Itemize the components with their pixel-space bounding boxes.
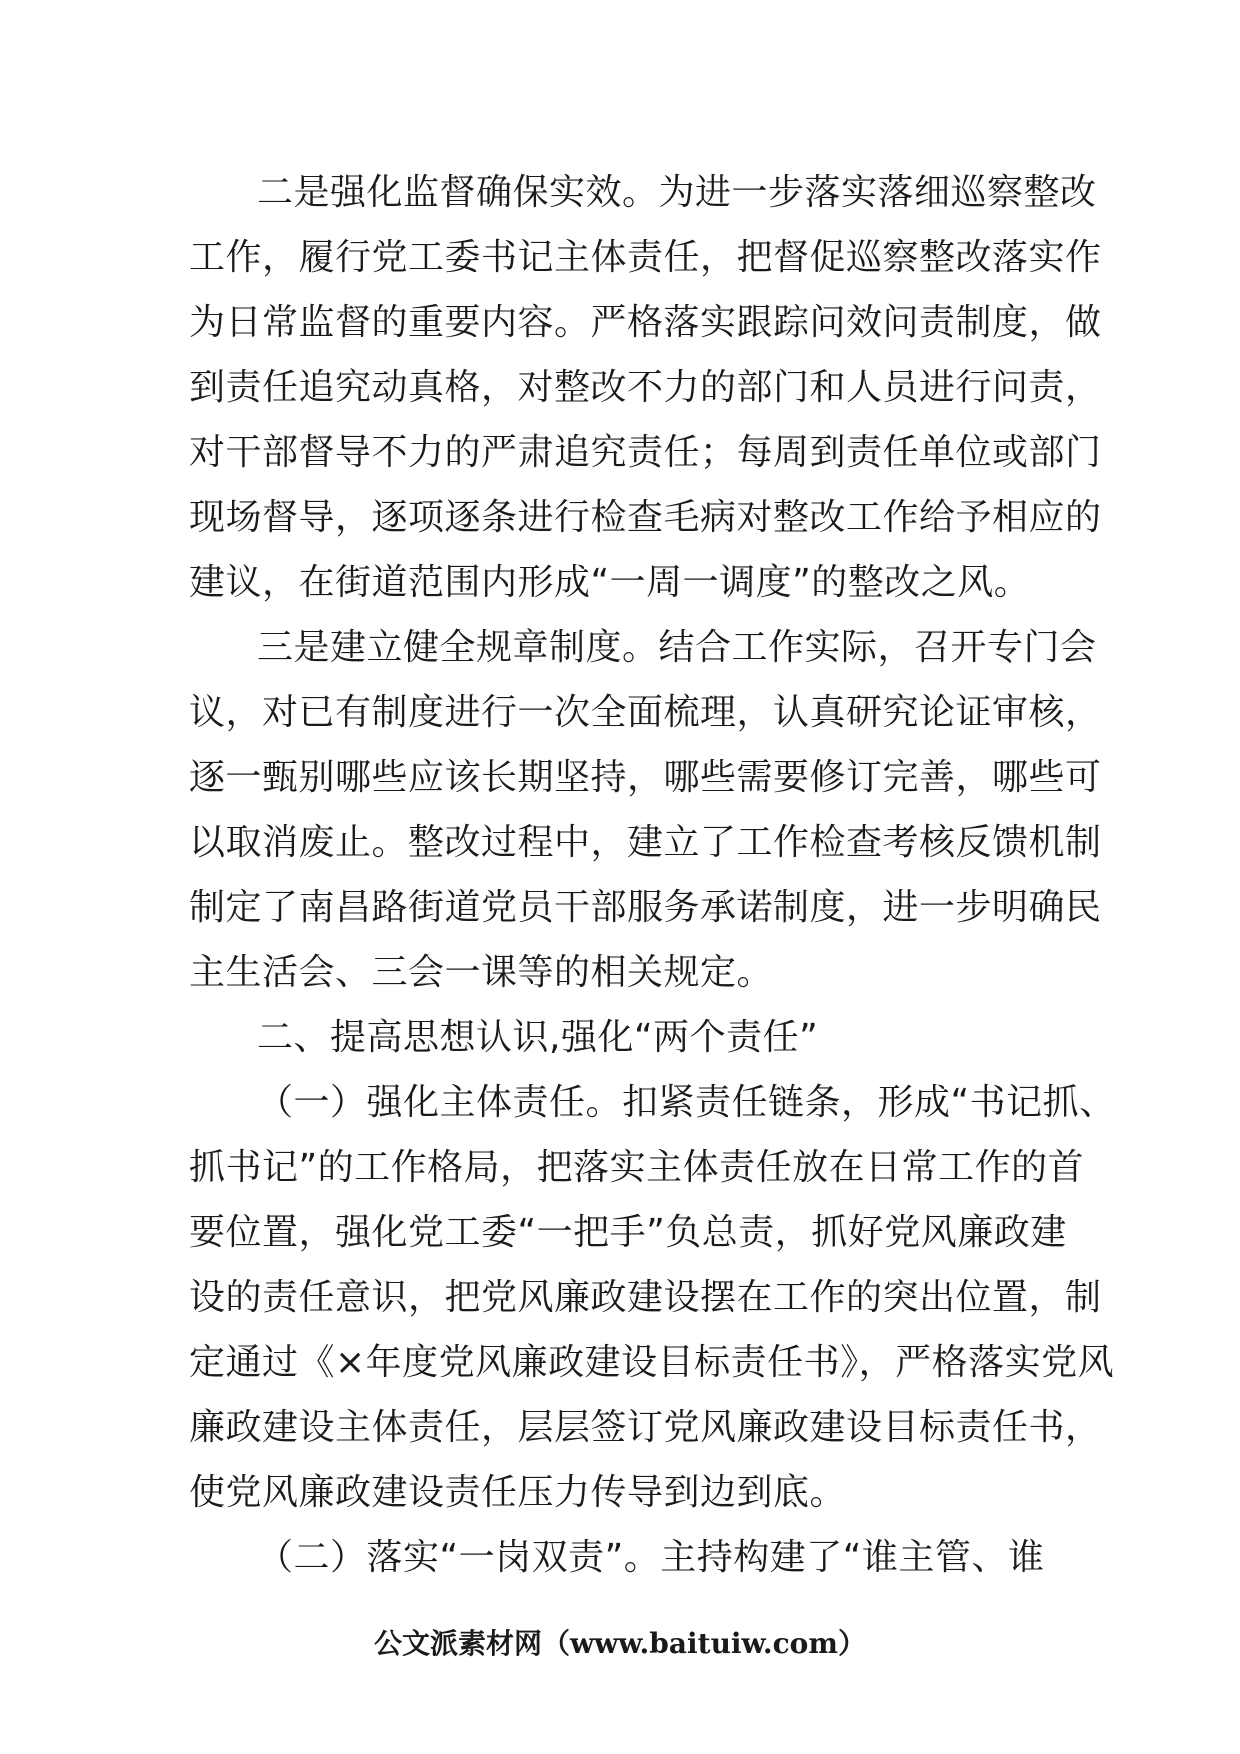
text-line: 设的责任意识，把党风廉政建设摆在工作的突出位置，制 [189, 1277, 1102, 1318]
paragraph [189, 1070, 1149, 1525]
paragraph [189, 1525, 1149, 1590]
body-text [189, 160, 1149, 1590]
paragraph [189, 1005, 1149, 1070]
text-line: 要位置，强化党工委“一把手”负总责，抓好党风廉政建 [189, 1212, 1067, 1253]
text-line: 为日常监督的重要内容。严格落实跟踪问效问责制度，做 [189, 302, 1102, 343]
text-line: 定通过《×年度党风廉政建设目标责任书》，严格落实党风 [189, 1342, 1115, 1383]
text-line: 工作，履行党工委书记主体责任，把督促巡察整改落实作 [189, 237, 1102, 278]
text-line: 主生活会、三会一课等的相关规定。 [189, 952, 774, 993]
text-line: 使党风廉政建设责任压力传导到边到底。 [189, 1472, 847, 1513]
text-line: 对干部督导不力的严肃追究责任；每周到责任单位或部门 [189, 432, 1102, 473]
text-line: 抓书记”的工作格局，把落实主体责任放在日常工作的首 [189, 1147, 1085, 1188]
text-line: 廉政建设主体责任，层层签订党风廉政建设目标责任书， [189, 1407, 1102, 1448]
text-line: （一）强化主体责任。扣紧责任链条，形成“书记抓、 [257, 1082, 1116, 1123]
footer-watermark: 公文派素材网（www.baituiw.com） [374, 1627, 866, 1660]
paragraph [189, 615, 1149, 1005]
text-line: 逐一甄别哪些应该长期坚持，哪些需要修订完善，哪些可 [189, 757, 1102, 798]
text-line: 建议，在街道范围内形成“一周一调度”的整改之风。 [189, 562, 1031, 603]
paragraph [189, 160, 1149, 615]
text-line: 议，对已有制度进行一次全面梳理，认真研究论证审核， [189, 692, 1102, 733]
text-line: 制定了南昌路街道党员干部服务承诺制度，进一步明确民 [189, 887, 1102, 928]
text-line: 二是强化监督确保实效。为进一步落实落细巡察整改 [257, 172, 1097, 213]
text-line: 二、提高思想认识,强化“两个责任” [257, 1017, 819, 1058]
text-line: （二）落实“一岗双责”。主持构建了“谁主管、谁 [257, 1537, 1045, 1578]
text-line: 现场督导，逐项逐条进行检查毛病对整改工作给予相应的 [189, 497, 1102, 538]
text-line: 三是建立健全规章制度。结合工作实际，召开专门会 [257, 627, 1097, 668]
text-line: 到责任追究动真格，对整改不力的部门和人员进行问责， [189, 367, 1102, 408]
text-line: 以取消废止。整改过程中，建立了工作检查考核反馈机制 [189, 822, 1102, 863]
